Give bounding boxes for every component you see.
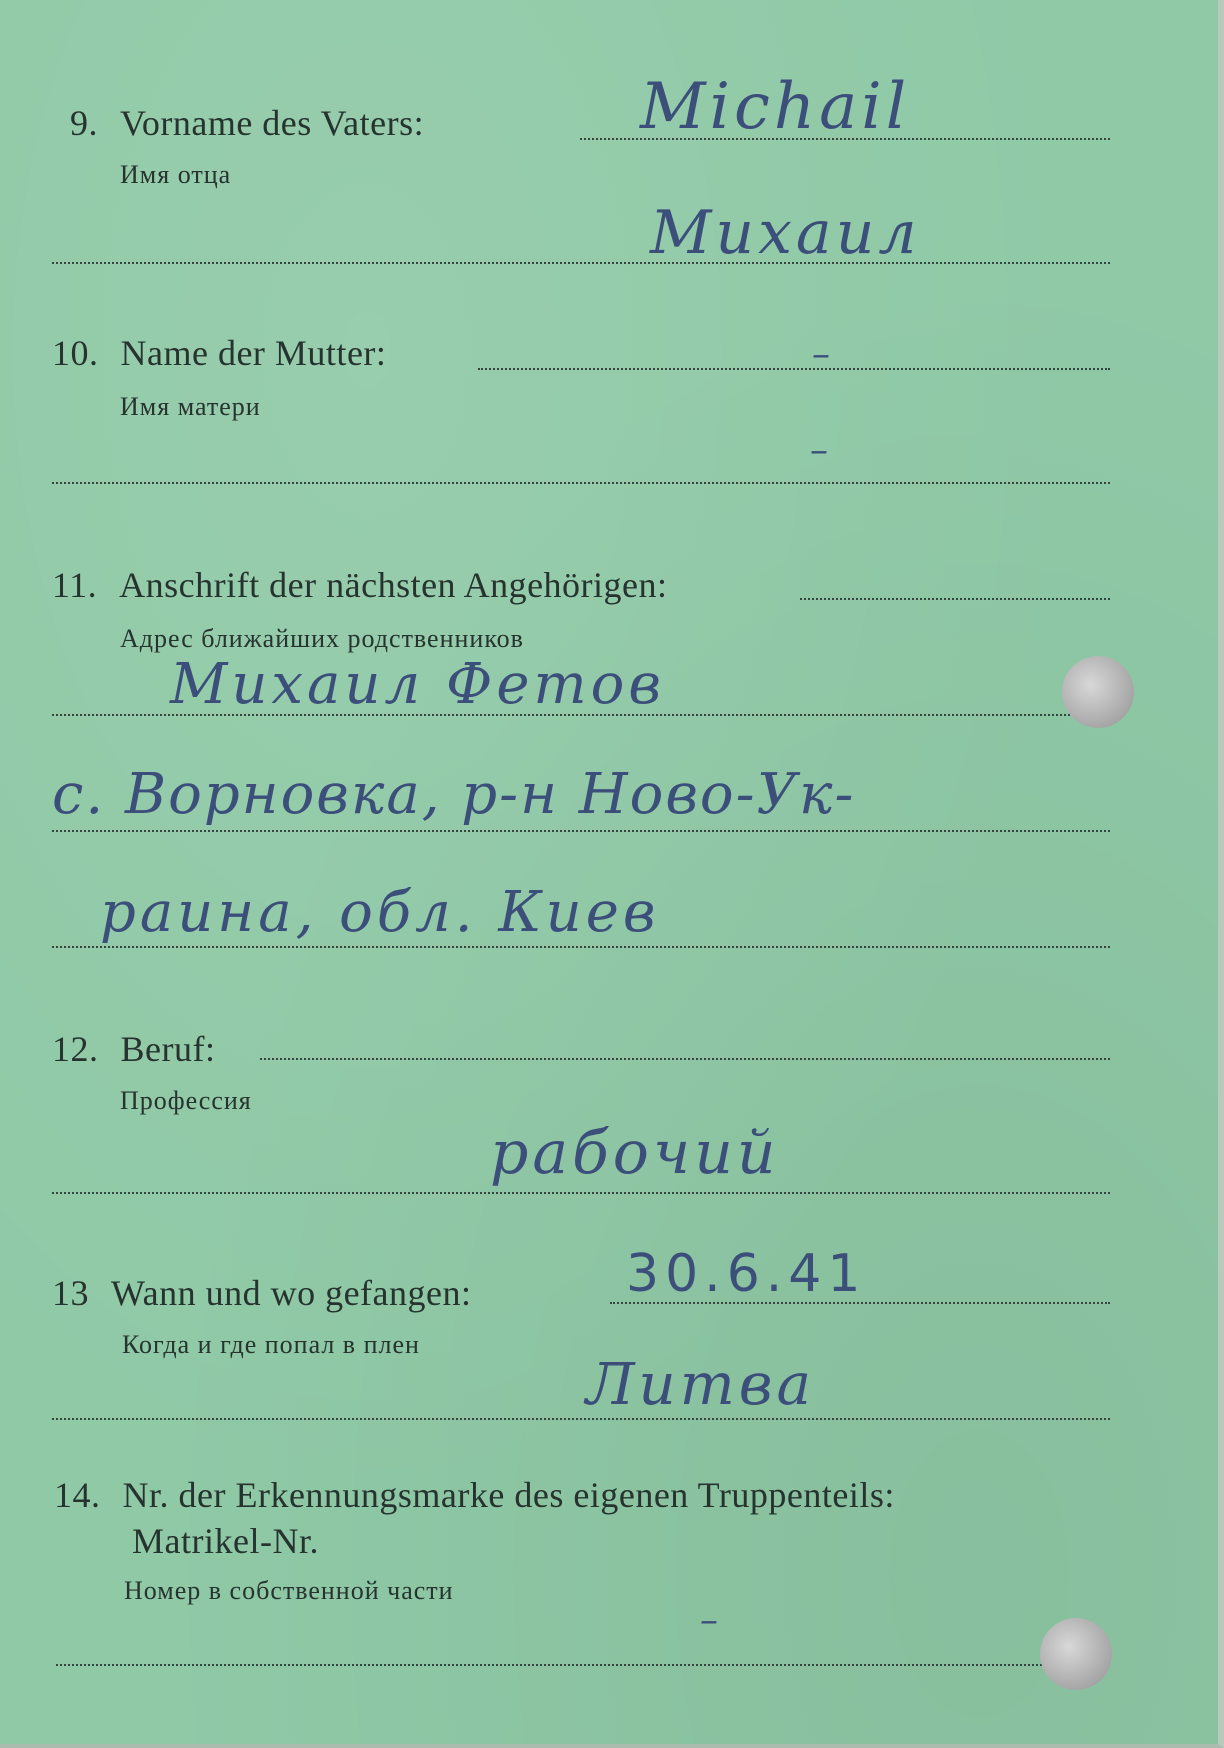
field-11-label-de-text: Anschrift der nächsten Angehörigen:: [119, 565, 668, 605]
field-14-label-ru: Номер в собственной части: [124, 1576, 454, 1605]
field-10-label-ru: Имя матери: [120, 392, 261, 421]
field-11-label-ru: Адрес ближайших родственников: [120, 624, 524, 653]
field-10-label-de-text: Name der Mutter:: [120, 333, 387, 373]
field-11-label-de: [52, 564, 668, 606]
field-10-rule-2: [52, 482, 1110, 484]
field-10-number: 10.: [52, 333, 99, 373]
punch-hole-lower: [1040, 1618, 1112, 1690]
field-12-rule-2: [52, 1192, 1110, 1194]
field-10-entry-1: –: [812, 334, 834, 375]
field-9-entry-2: Михаил: [650, 198, 921, 268]
field-14-number: 14.: [54, 1475, 101, 1515]
field-12-rule-1: [260, 1058, 1110, 1060]
field-11-number: 11.: [52, 565, 98, 605]
field-11-rule-2: [52, 830, 1110, 832]
field-11-entry-1: Михаил Фетов: [170, 652, 665, 717]
field-11-rule-3: [52, 946, 1110, 948]
field-10-label-de: [52, 332, 386, 374]
field-12-entry-1: рабочий: [490, 1118, 780, 1188]
punch-hole-upper: [1062, 656, 1134, 728]
field-14-rule-1: [56, 1664, 1106, 1666]
field-14-label-de-2: Matrikel-Nr.: [132, 1521, 319, 1561]
field-9-entry-1: Michail: [640, 70, 911, 144]
field-13-label-de: [52, 1272, 472, 1314]
field-13-label-ru: Когда и где попал в плен: [122, 1330, 420, 1359]
field-14-label-de-text: Nr. der Erkennungsmarke des eigenen Truppenteils:: [122, 1475, 895, 1515]
field-12-label-de: [52, 1028, 215, 1070]
field-14-label-de: [54, 1474, 895, 1516]
field-9-label-ru: Имя отца: [120, 160, 232, 189]
field-13-entry-2: Литва: [586, 1350, 816, 1418]
field-12-label-de-text: Beruf:: [120, 1029, 216, 1069]
field-14-entry-1: –: [700, 1600, 722, 1641]
field-12-label-ru: Профессия: [120, 1086, 252, 1115]
field-11-entry-2: с. Ворновка, р-н Ново-Ук-: [52, 762, 856, 827]
field-13-rule-2: [52, 1418, 1110, 1420]
field-13-label-de-text: Wann und wo gefangen:: [111, 1273, 472, 1313]
field-11-rule-0: [800, 598, 1110, 600]
field-12-number: 12.: [52, 1029, 99, 1069]
field-13-number: 13: [52, 1273, 89, 1313]
field-10-rule-1: [478, 368, 1110, 370]
field-9-label-de: [70, 102, 424, 144]
field-11-entry-3: раина, обл. Киев: [100, 880, 660, 945]
field-13-entry-1: 30.6.41: [626, 1244, 867, 1304]
field-9-number: 9.: [70, 103, 98, 143]
field-9-label-de-text: Vorname des Vaters:: [120, 103, 425, 143]
field-9-rule-2: [52, 262, 1110, 264]
field-10-entry-2: –: [810, 430, 832, 471]
